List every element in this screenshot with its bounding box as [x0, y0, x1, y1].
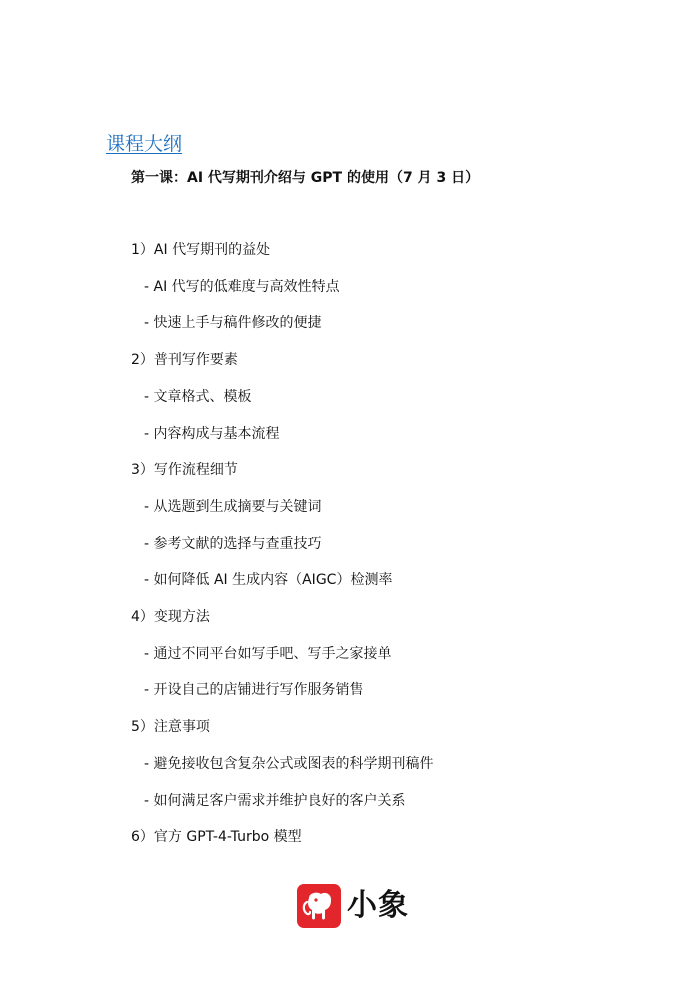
elephant-icon [297, 884, 341, 928]
logo-text: 小象 [347, 888, 409, 923]
outline-section: 2）普刊写作要素 [131, 352, 238, 369]
outline-item: - 参考文献的选择与查重技巧 [144, 535, 322, 552]
outline-item: - 开设自己的店铺进行写作服务销售 [144, 682, 364, 699]
document-title[interactable]: 课程大纲 [106, 133, 183, 155]
outline-item: - 避免接收包含复杂公式或图表的科学期刊稿件 [144, 755, 434, 772]
outline-item: - 从选题到生成摘要与关键词 [144, 498, 322, 515]
outline-item: - 如何降低 AI 生成内容（AIGC）检测率 [144, 572, 393, 589]
outline-section: 4）变现方法 [131, 609, 210, 625]
lesson-heading: 第一课：AI 代写期刊介绍与 GPT 的使用（7 月 3 日） [131, 170, 480, 186]
outline-item: - AI 代写的低难度与高效性特点 [144, 278, 340, 295]
brand-logo [297, 884, 409, 928]
outline-item: - 内容构成与基本流程 [144, 425, 280, 442]
outline-item: - 快速上手与稿件修改的便捷 [144, 315, 322, 332]
elephant-icon-svg [301, 888, 337, 924]
outline-section: 3）写作流程细节 [131, 462, 238, 479]
outline-section: 6）官方 GPT-4-Turbo 模型 [131, 829, 302, 846]
outline-item: - 文章格式、模板 [144, 388, 252, 405]
outline-section: 5）注意事项 [131, 719, 210, 736]
outline-section: 1）AI 代写期刊的益处 [131, 242, 271, 258]
outline-item: - 如何满足客户需求并维护良好的客户关系 [144, 792, 406, 809]
outline-item: - 通过不同平台如写手吧、写手之家接单 [144, 645, 392, 662]
